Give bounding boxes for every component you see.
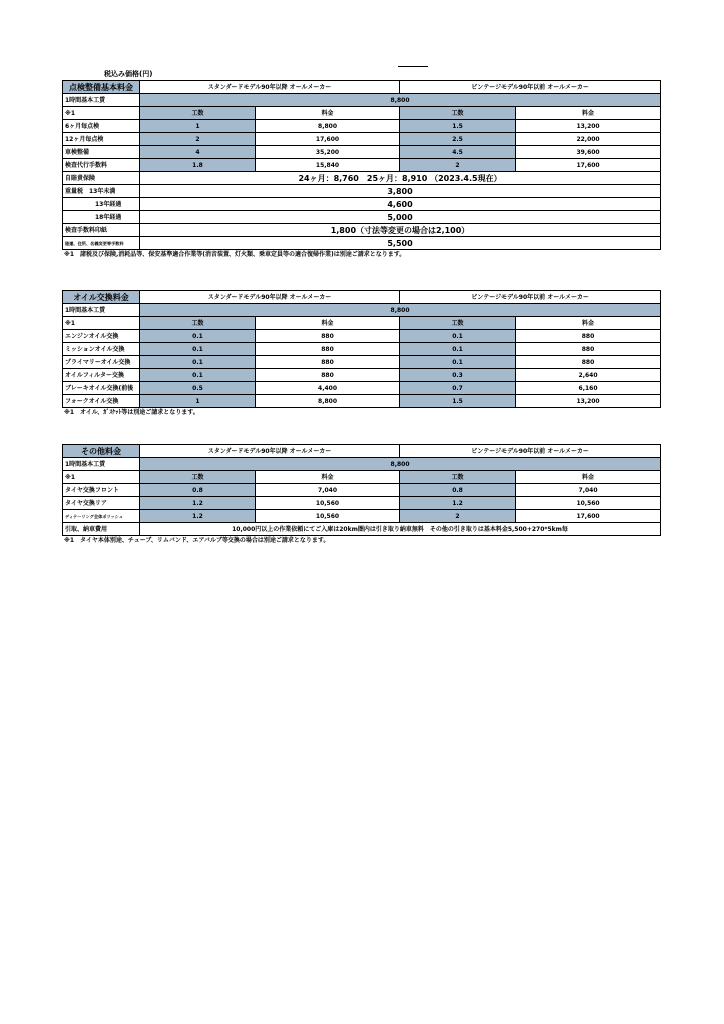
vintage-work: 0.3 (400, 369, 516, 382)
std-fee-header: 料金 (256, 317, 400, 330)
std-fee-header: 料金 (256, 471, 400, 484)
vintage-fee-header: 料金 (516, 317, 661, 330)
vintage-model-header: ビンテージモデル90年以前 オールメーカー (400, 291, 661, 304)
std-work-header: 工数 (140, 471, 256, 484)
note-label: ※1 (63, 471, 140, 484)
vintage-fee-header: 料金 (516, 107, 661, 120)
row-label: 12ヶ月毎点検 (63, 133, 140, 146)
std-work: 2 (140, 133, 256, 146)
vintage-fee: 22,000 (516, 133, 661, 146)
other-table (62, 444, 661, 536)
vintage-fee: 880 (516, 356, 661, 369)
column-header-row (63, 471, 661, 484)
std-work: 0.8 (140, 484, 256, 497)
row-label: 検査代行手数料 (63, 159, 140, 172)
row-label: ミッションオイル交換 (63, 343, 140, 356)
vintage-work-header: 工数 (400, 107, 516, 120)
tax-13-value: 4,600 (140, 198, 661, 211)
base-rate-row (63, 304, 661, 317)
registration-value: 5,500 (140, 237, 661, 250)
insurance-label: 自賠責保険 (63, 172, 140, 185)
stamp-label: 検査手数料印紙 (63, 224, 140, 237)
oil-section (62, 290, 660, 418)
vintage-fee: 6,160 (516, 382, 661, 395)
std-fee: 880 (256, 343, 400, 356)
vintage-fee-header: 料金 (516, 471, 661, 484)
std-work: 0.1 (140, 356, 256, 369)
vintage-work: 0.8 (400, 484, 516, 497)
base-rate-row (63, 94, 661, 107)
row-label: プライマリーオイル交換 (63, 356, 140, 369)
vintage-fee: 17,600 (516, 159, 661, 172)
oil-footnote: ※1 オイル、ｶﾞｽｹｯﾄ等は別途ご請求となります。 (64, 409, 199, 416)
std-work: 1 (140, 120, 256, 133)
std-fee: 17,600 (256, 133, 400, 146)
vintage-fee: 13,200 (516, 120, 661, 133)
tax-18-label: 18年経過 (63, 211, 140, 224)
base-rate-value: 8,800 (140, 94, 661, 107)
table-row (63, 395, 661, 408)
row-label: ディテーリング全体ポリッシュ (63, 510, 140, 523)
insurance-row (63, 172, 661, 185)
note-label: ※1 (63, 107, 140, 120)
std-work: 1.8 (140, 159, 256, 172)
vintage-work: 0.1 (400, 356, 516, 369)
row-label: フォークオイル交換 (63, 395, 140, 408)
pickup-label: 引取、納車費用 (63, 523, 140, 536)
vintage-work: 2 (400, 510, 516, 523)
base-rate-value: 8,800 (140, 304, 661, 317)
oil-table (62, 290, 661, 408)
vintage-work-header: 工数 (400, 471, 516, 484)
table-row (63, 146, 661, 159)
vintage-fee: 13,200 (516, 395, 661, 408)
weight-tax-row (63, 185, 661, 198)
std-model-header: スタンダードモデル90年以降 オールメーカー (140, 291, 400, 304)
base-rate-label: 1時間基本工賃 (63, 458, 140, 471)
vintage-work: 1.2 (400, 497, 516, 510)
vintage-work: 1.5 (400, 120, 516, 133)
other-title: その他料金 (63, 445, 140, 458)
std-fee: 4,400 (256, 382, 400, 395)
std-work: 0.1 (140, 330, 256, 343)
vintage-fee: 10,560 (516, 497, 661, 510)
std-work-header: 工数 (140, 317, 256, 330)
std-fee: 880 (256, 356, 400, 369)
pickup-row (63, 523, 661, 536)
std-fee: 880 (256, 369, 400, 382)
other-header-row (63, 445, 661, 458)
std-work: 0.1 (140, 343, 256, 356)
std-work-header: 工数 (140, 107, 256, 120)
inspection-footnote: ※1 諸税及び保険,消耗品等、保安基準適合作業等(消音装置、灯火類、乗車定員等の適合復帰作業)は別途ご請求となります。 (64, 251, 406, 258)
table-row (63, 159, 661, 172)
inspection-table (62, 80, 661, 250)
weight-tax-value: 3,800 (140, 185, 661, 198)
column-header-row (63, 107, 661, 120)
table-row (63, 497, 661, 510)
row-label: ブレーキオイル交換(前後 (63, 382, 140, 395)
pickup-value: 10,000円以上の作業依頼にてご入庫は20km圏内は引き取り納車無料 その他の引き取りは基本料金5,500+270*5km毎 (140, 523, 661, 536)
std-fee: 10,560 (256, 497, 400, 510)
vintage-fee: 880 (516, 343, 661, 356)
tax-included-note: 税込み価格(円) (104, 70, 153, 78)
std-fee: 8,800 (256, 395, 400, 408)
registration-row (63, 237, 661, 250)
std-fee: 10,560 (256, 510, 400, 523)
weight-tax-label: 重量税 13年未満 (63, 185, 140, 198)
table-row (63, 382, 661, 395)
std-work: 1 (140, 395, 256, 408)
std-work: 1.2 (140, 497, 256, 510)
std-fee: 880 (256, 330, 400, 343)
vintage-work: 2 (400, 159, 516, 172)
row-label: タイヤ交換フロント (63, 484, 140, 497)
base-rate-value: 8,800 (140, 458, 661, 471)
inspection-section (62, 80, 660, 260)
inspection-title: 点検整備基本料金 (63, 81, 140, 94)
vintage-fee: 880 (516, 330, 661, 343)
registration-label: 陸運、住所、名義変更等手数料 (63, 237, 140, 250)
tax-13-label: 13年経過 (63, 198, 140, 211)
vintage-work: 0.1 (400, 343, 516, 356)
std-work: 0.1 (140, 369, 256, 382)
table-row (63, 120, 661, 133)
table-row (63, 356, 661, 369)
vintage-fee: 17,600 (516, 510, 661, 523)
std-model-header: スタンダードモデル90年以降 オールメーカー (140, 81, 400, 94)
table-row (63, 343, 661, 356)
vintage-work: 2.5 (400, 133, 516, 146)
std-fee: 8,800 (256, 120, 400, 133)
table-row (63, 369, 661, 382)
row-label: 6ヶ月毎点検 (63, 120, 140, 133)
std-work: 4 (140, 146, 256, 159)
table-row (63, 510, 661, 523)
tax-18-row (63, 211, 661, 224)
insurance-value: 24ヶ月：8,760 25ヶ月：8,910 （2023.4.5現在） (140, 172, 661, 185)
row-label: タイヤ交換リア (63, 497, 140, 510)
vintage-work: 1.5 (400, 395, 516, 408)
vintage-fee: 39,600 (516, 146, 661, 159)
std-work: 1.2 (140, 510, 256, 523)
vintage-fee: 2,640 (516, 369, 661, 382)
vintage-fee: 7,040 (516, 484, 661, 497)
table-row (63, 133, 661, 146)
base-rate-row (63, 458, 661, 471)
vintage-work-header: 工数 (400, 317, 516, 330)
stamp-value: 1,800（寸法等変更の場合は2,100） (140, 224, 661, 237)
base-rate-label: 1時間基本工賃 (63, 304, 140, 317)
oil-header-row (63, 291, 661, 304)
std-fee: 15,840 (256, 159, 400, 172)
std-fee: 7,040 (256, 484, 400, 497)
row-label: エンジンオイル交換 (63, 330, 140, 343)
vintage-model-header: ビンテージモデル90年以前 オールメーカー (400, 445, 661, 458)
table-row (63, 484, 661, 497)
std-fee: 35,200 (256, 146, 400, 159)
std-fee-header: 料金 (256, 107, 400, 120)
row-label: オイルフィルター交換 (63, 369, 140, 382)
inspection-header-row (63, 81, 661, 94)
column-header-row (63, 317, 661, 330)
vintage-model-header: ビンテージモデル90年以前 オールメーカー (400, 81, 661, 94)
note-label: ※1 (63, 317, 140, 330)
vintage-work: 0.7 (400, 382, 516, 395)
other-footnote: ※1 タイヤ本体別途、チューブ、リムバンド、エアバルブ等交換の場合は別途ご請求となります。 (64, 537, 330, 544)
std-model-header: スタンダードモデル90年以降 オールメーカー (140, 445, 400, 458)
oil-title: オイル交換料金 (63, 291, 140, 304)
vintage-work: 4.5 (400, 146, 516, 159)
tax-18-value: 5,000 (140, 211, 661, 224)
base-rate-label: 1時間基本工賃 (63, 94, 140, 107)
other-section (62, 444, 660, 546)
std-work: 0.5 (140, 382, 256, 395)
stamp-row (63, 224, 661, 237)
row-label: 車検整備 (63, 146, 140, 159)
table-row (63, 330, 661, 343)
top-rule (398, 66, 428, 67)
tax-13-row (63, 198, 661, 211)
vintage-work: 0.1 (400, 330, 516, 343)
